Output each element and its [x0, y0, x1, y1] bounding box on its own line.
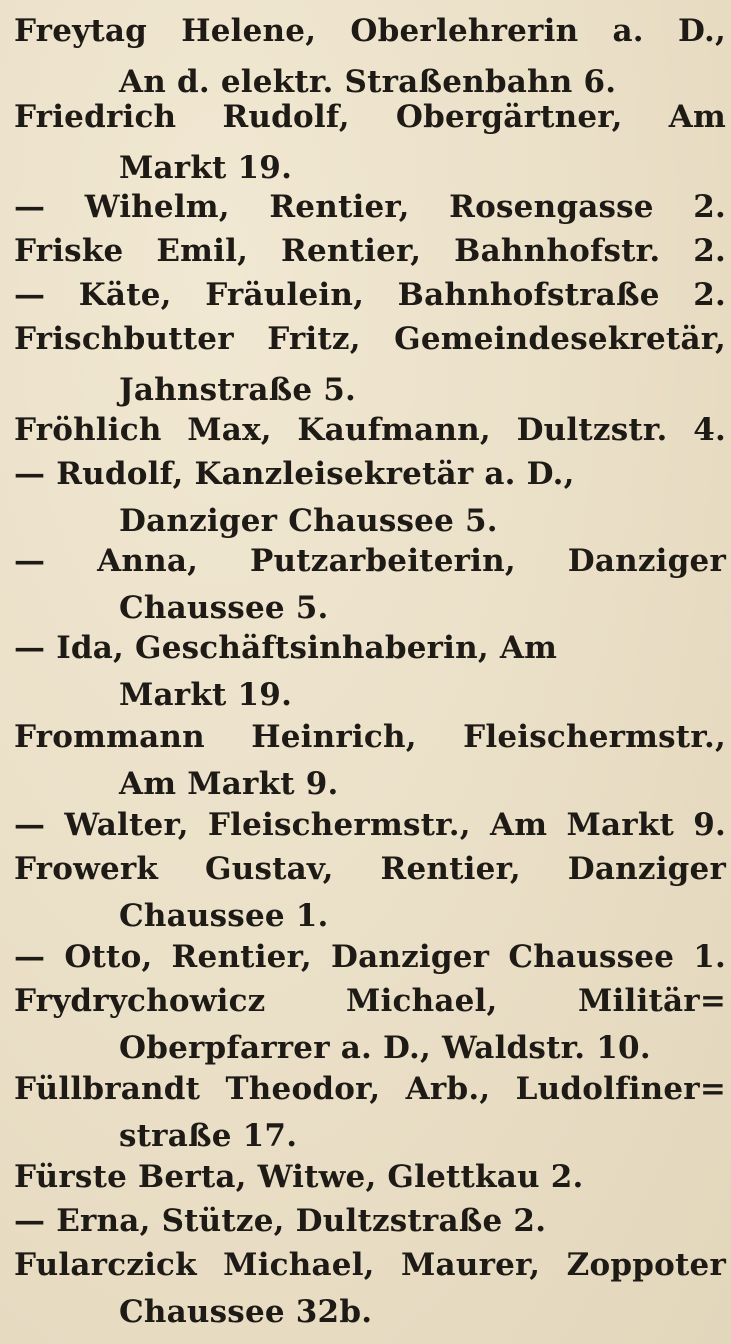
entry-froehlich-ida	[14, 623, 726, 721]
entry-line: Oberpfarrer a. D., Waldstr. 10.	[119, 1030, 651, 1066]
entry-line: Jahnstraße 5.	[119, 372, 357, 408]
entry-line: Füllbrandt Theodor, Arb., Ludolfiner=	[14, 1071, 726, 1107]
entry-frischbutter-fritz	[14, 314, 726, 416]
entry-frydrychowicz-michael	[14, 976, 726, 1074]
entry-frommann-heinrich	[14, 712, 726, 810]
entry-line: Markt 19.	[119, 677, 293, 713]
entry-line: Frowerk Gustav, Rentier, Danziger	[14, 851, 726, 887]
entry-line: Am Markt 9.	[119, 766, 339, 802]
entry-fularczick-michael	[14, 1240, 726, 1338]
entry-line: — Erna, Stütze, Dultzstraße 2.	[14, 1203, 547, 1239]
entry-frowerk-gustav	[14, 844, 726, 942]
entry-line: — Rudolf, Kanzleisekretär a. D.,	[14, 456, 575, 492]
entry-line: Danziger Chaussee 5.	[119, 503, 498, 539]
entry-line: Chaussee 32b.	[119, 1294, 373, 1330]
entry-line: straße 17.	[119, 1118, 298, 1154]
entry-line: — Wihelm, Rentier, Rosengasse 2.	[14, 189, 726, 225]
entry-friedrich-rudolf	[14, 92, 726, 194]
entry-line: Chaussee 1.	[119, 898, 329, 934]
entry-line: Frischbutter Fritz, Gemeindesekretär,	[14, 321, 726, 357]
entry-line: Fürste Berta, Witwe, Glettkau 2.	[14, 1159, 584, 1195]
entry-line: — Walter, Fleischermstr., Am Markt 9.	[14, 807, 726, 843]
entry-froehlich-anna	[14, 536, 726, 634]
entry-line: Markt 19.	[119, 150, 293, 186]
entry-froehlich-rudolf	[14, 449, 726, 547]
entry-fuellbrandt-theodor	[14, 1064, 726, 1162]
entry-line: Freytag Helene, Oberlehrerin a. D.,	[14, 13, 726, 49]
entry-line: Frommann Heinrich, Fleischermstr.,	[14, 719, 726, 755]
entry-line: Fröhlich Max, Kaufmann, Dultzstr. 4.	[14, 412, 726, 448]
entry-line: — Ida, Geschäftsinhaberin, Am	[14, 630, 558, 666]
entry-line: — Käte, Fräulein, Bahnhofstraße 2.	[14, 277, 726, 313]
entry-line: Friske Emil, Rentier, Bahnhofstr. 2.	[14, 233, 726, 269]
entry-line: Fularczick Michael, Maurer, Zoppoter	[14, 1247, 726, 1283]
entry-line: — Anna, Putzarbeiterin, Danziger	[14, 543, 726, 579]
entry-line: Frydrychowicz Michael, Militär=	[14, 983, 726, 1019]
entry-line: Chaussee 5.	[119, 590, 329, 626]
entry-line: An d. elektr. Straßenbahn 6.	[119, 64, 617, 100]
entry-line: Friedrich Rudolf, Obergärtner, Am	[14, 99, 726, 135]
entry-line: — Otto, Rentier, Danziger Chaussee 1.	[14, 939, 726, 975]
